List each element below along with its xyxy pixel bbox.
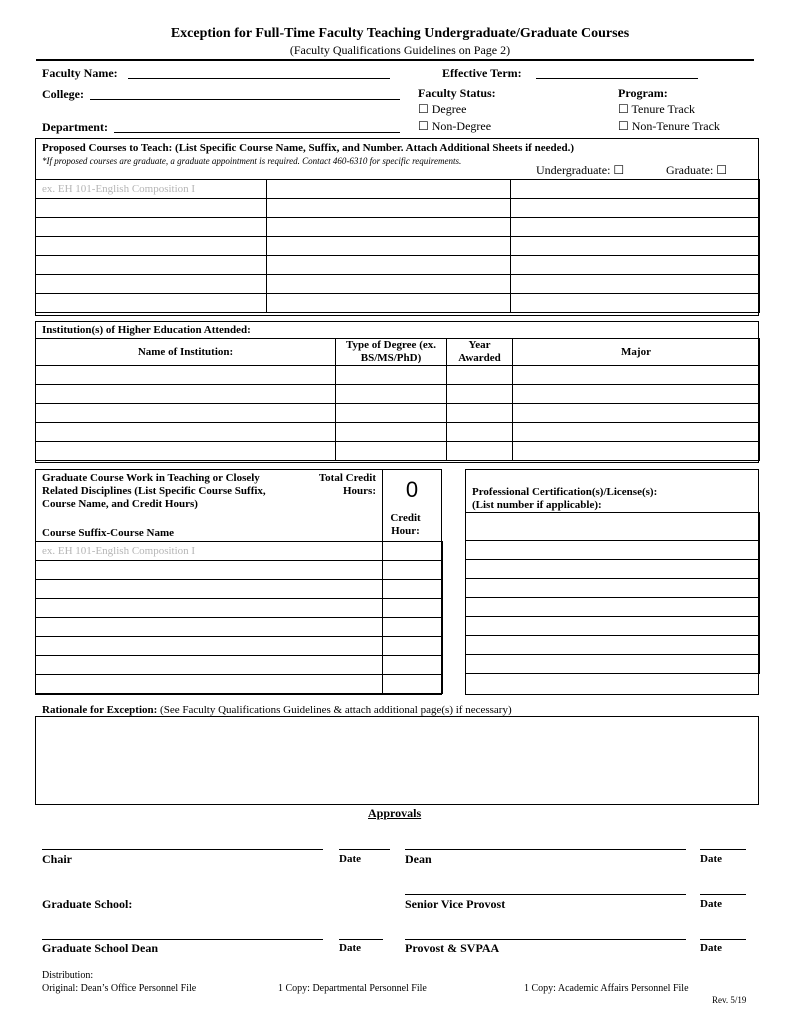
degree-cell[interactable] — [336, 385, 447, 404]
cert-cell[interactable] — [466, 636, 760, 655]
year-cell[interactable] — [447, 423, 513, 442]
form-title: Exception for Full-Time Faculty Teaching Undergraduate/Graduate Courses — [170, 26, 630, 41]
proposed-courses-table — [35, 179, 760, 313]
year-cell[interactable] — [447, 442, 513, 461]
graduate-school-label: Graduate School: — [42, 897, 133, 911]
table-row — [36, 294, 760, 313]
tenure-track-checkbox[interactable]: ☐ Tenure Track — [618, 102, 696, 116]
institutions-table — [35, 338, 760, 461]
svp-signature-line[interactable] — [405, 894, 686, 895]
svp-date-line[interactable] — [700, 894, 746, 895]
course-cell[interactable] — [511, 199, 760, 218]
table-row — [466, 655, 760, 674]
grad-course-cell[interactable] — [36, 656, 383, 675]
cert-cell[interactable] — [466, 541, 760, 560]
date-label: Date — [700, 898, 722, 910]
chair-label: Chair — [42, 852, 72, 866]
table-row — [466, 636, 760, 655]
graduate-school-dean-label: Graduate School Dean — [42, 941, 159, 955]
table-row — [36, 199, 760, 218]
grad-dean-signature-line[interactable] — [42, 939, 323, 940]
table-row — [466, 560, 760, 579]
table-row — [36, 442, 760, 461]
institution-cell[interactable] — [36, 442, 336, 461]
course-cell[interactable] — [267, 237, 511, 256]
institutions-heading: Institution(s) of Higher Education Attended: — [42, 324, 251, 336]
provost-label: Provost & SVPAA — [405, 941, 500, 955]
course-cell[interactable] — [267, 275, 511, 294]
institution-cell[interactable] — [36, 385, 336, 404]
chair-signature-line[interactable] — [42, 849, 323, 850]
grad-course-cell[interactable] — [36, 561, 383, 580]
major-cell[interactable] — [513, 404, 760, 423]
date-label: Date — [700, 853, 722, 865]
major-cell[interactable] — [513, 442, 760, 461]
department-field[interactable] — [114, 132, 400, 133]
table-row — [36, 561, 443, 580]
grad-coursework-heading: Graduate Course Work in Teaching or Closely Related Disciplines (List Specific Course Suffix, Course Name, and Credit Hours) — [42, 472, 266, 510]
rationale-instructions: (See Faculty Qualifications Guidelines & attach additional page(s) if necessary) — [160, 704, 512, 716]
credit-cell[interactable] — [383, 675, 443, 694]
course-cell[interactable] — [36, 237, 267, 256]
table-row — [466, 617, 760, 636]
certifications-heading: Professional Certification(s)/License(s): — [472, 486, 658, 498]
date-label: Date — [700, 942, 722, 954]
degree-cell[interactable] — [336, 423, 447, 442]
provost-date-line[interactable] — [700, 939, 746, 940]
effective-term-label: Effective Term: — [442, 66, 522, 80]
table-row — [36, 542, 443, 561]
major-header: Major — [513, 339, 760, 366]
cert-cell[interactable] — [466, 655, 760, 674]
table-row — [36, 385, 760, 404]
degree-checkbox[interactable]: ☐ Degree — [418, 102, 467, 116]
course-cell[interactable] — [511, 180, 760, 199]
cert-cell[interactable] — [466, 617, 760, 636]
senior-vice-provost-label: Senior Vice Provost — [405, 897, 506, 911]
table-row — [36, 218, 760, 237]
chair-date-line[interactable] — [339, 849, 390, 850]
degree-cell[interactable] — [336, 442, 447, 461]
table-row — [466, 541, 760, 560]
institution-cell[interactable] — [36, 404, 336, 423]
faculty-status-label: Faculty Status: — [418, 86, 496, 100]
table-row — [36, 675, 443, 694]
table-row — [36, 599, 443, 618]
date-label: Date — [339, 942, 361, 954]
college-field[interactable] — [90, 99, 400, 100]
non-tenure-track-checkbox[interactable]: ☐ Non-Tenure Track — [618, 119, 720, 133]
rationale-label: Rationale for Exception: — [42, 704, 158, 716]
dean-signature-line[interactable] — [405, 849, 686, 850]
form-subtitle: (Faculty Qualifications Guidelines on Page 2) — [289, 43, 511, 57]
faculty-name-field[interactable] — [128, 78, 390, 79]
dean-date-line[interactable] — [700, 849, 746, 850]
certifications-subheading: (List number if applicable): — [472, 499, 602, 511]
table-row — [36, 237, 760, 256]
course-cell[interactable] — [36, 294, 267, 313]
academic-affairs-copy: 1 Copy: Academic Affairs Personnel File — [524, 983, 689, 994]
date-label: Date — [339, 853, 361, 865]
table-row — [36, 404, 760, 423]
credit-cell[interactable] — [383, 599, 443, 618]
revision-label: Rev. 5/19 — [712, 995, 747, 1005]
table-row — [466, 579, 760, 598]
grad-coursework-table — [35, 541, 443, 694]
year-awarded-header: Year Awarded — [447, 339, 513, 366]
course-cell[interactable] — [267, 294, 511, 313]
major-cell[interactable] — [513, 385, 760, 404]
department-label: Department: — [42, 120, 108, 134]
cert-cell[interactable] — [466, 598, 760, 617]
table-row — [36, 580, 443, 599]
institution-name-header: Name of Institution: — [36, 339, 336, 366]
departmental-copy: 1 Copy: Departmental Personnel File — [278, 983, 427, 994]
credit-cell[interactable] — [383, 656, 443, 675]
credit-cell[interactable] — [383, 561, 443, 580]
credit-cell[interactable] — [383, 618, 443, 637]
year-cell[interactable] — [447, 404, 513, 423]
approvals-heading: Approvals — [368, 806, 422, 820]
institution-cell[interactable] — [36, 366, 336, 385]
table-row — [36, 256, 760, 275]
institution-cell[interactable] — [36, 423, 336, 442]
credit-hour-header: Credit Hour: — [390, 512, 421, 537]
year-cell[interactable] — [447, 385, 513, 404]
non-degree-checkbox[interactable]: ☐ Non-Degree — [418, 119, 492, 133]
original-distribution: Original: Dean’s Office Personnel File — [42, 983, 197, 994]
rationale-textarea[interactable] — [35, 716, 759, 805]
table-row — [36, 366, 760, 385]
provost-signature-line[interactable] — [405, 939, 686, 940]
course-cell[interactable] — [36, 218, 267, 237]
table-row — [36, 637, 443, 656]
table-row — [36, 180, 760, 199]
course-cell[interactable] — [267, 256, 511, 275]
undergraduate-checkbox[interactable]: Undergraduate: ☐ — [536, 163, 625, 177]
cert-cell[interactable] — [466, 579, 760, 598]
credit-cell[interactable] — [383, 580, 443, 599]
grad-course-cell[interactable] — [36, 675, 383, 694]
degree-type-header: Type of Degree (ex. BS/MS/PhD) — [336, 339, 447, 366]
cert-cell[interactable] — [466, 513, 760, 541]
credit-cell[interactable] — [383, 637, 443, 656]
distribution-label: Distribution: — [42, 970, 94, 981]
course-cell[interactable] — [267, 180, 511, 199]
dean-label: Dean — [405, 852, 432, 866]
table-row — [466, 513, 760, 541]
cert-cell[interactable] — [466, 560, 760, 579]
course-cell[interactable] — [511, 237, 760, 256]
grad-dean-date-line[interactable] — [339, 939, 383, 940]
table-row — [36, 656, 443, 675]
course-cell[interactable] — [36, 275, 267, 294]
course-cell[interactable] — [511, 256, 760, 275]
program-label: Program: — [618, 86, 668, 100]
grad-course-cell[interactable] — [36, 599, 383, 618]
course-cell[interactable] — [36, 256, 267, 275]
course-cell[interactable] — [36, 199, 267, 218]
course-cell[interactable] — [511, 218, 760, 237]
grad-course-cell[interactable] — [36, 637, 383, 656]
degree-cell[interactable] — [336, 366, 447, 385]
course-suffix-header: Course Suffix-Course Name — [42, 527, 174, 539]
proposed-courses-heading: Proposed Courses to Teach: (List Specific Course Name, Suffix, and Number. Attach Additional Sheets if needed.) — [42, 142, 574, 154]
table-row — [466, 598, 760, 617]
certifications-table — [465, 512, 760, 674]
grad-course-cell[interactable] — [36, 580, 383, 599]
course-cell[interactable] — [267, 199, 511, 218]
major-cell[interactable] — [513, 423, 760, 442]
table-row — [36, 423, 760, 442]
college-label: College: — [42, 87, 84, 101]
grad-course-cell[interactable] — [36, 618, 383, 637]
course-example-cell[interactable]: ex. EH 101-English Composition I — [36, 180, 267, 199]
faculty-name-label: Faculty Name: — [42, 66, 118, 80]
total-credit-hours-label: Total Credit Hours: — [318, 472, 376, 497]
total-credit-hours-value[interactable]: 0 — [382, 469, 442, 511]
effective-term-field[interactable] — [536, 78, 698, 79]
header-rule — [36, 59, 754, 61]
institutions-header-row — [36, 339, 760, 366]
major-cell[interactable] — [513, 366, 760, 385]
credit-cell[interactable] — [383, 542, 443, 561]
degree-cell[interactable] — [336, 404, 447, 423]
year-cell[interactable] — [447, 366, 513, 385]
rationale-line — [42, 704, 512, 716]
course-cell[interactable] — [511, 275, 760, 294]
course-cell[interactable] — [511, 294, 760, 313]
table-row — [36, 275, 760, 294]
table-row — [36, 618, 443, 637]
graduate-appointment-note: *If proposed courses are graduate, a graduate appointment is required. Contact 460-6310 for specific requirements. — [42, 156, 462, 166]
graduate-checkbox[interactable]: Graduate: ☐ — [666, 163, 728, 177]
grad-course-example-cell[interactable]: ex. EH 101-English Composition I — [36, 542, 383, 561]
course-cell[interactable] — [267, 218, 511, 237]
